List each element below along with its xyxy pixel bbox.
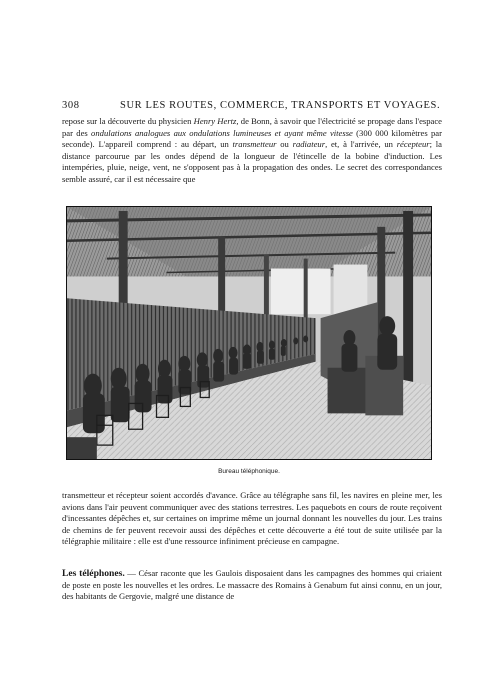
text-run: — César raconte que les Gaulois disposaient dans les campagnes des hommes qui criaient de poste en poste les nouvelles et les ordres. Le massacre des Romains à Genabum fut ainsi connu, en un jour, des habitants de Gergovie, malgré une distance de	[62, 568, 443, 602]
paragraph-wireless: transmetteur et récepteur soient accordés d'avance. Grâce au télégraphe sans fil, les navires en pleine mer, les avions dans l'air peuvent communiquer avec des stations terrestres. Les paquebots en cours de route reçoivent d'incessantes dépêches et, sur certaines on imprime même un journal donnant les nouvelles du jour. Les trains de chemins de fer peuvent recevoir aussi des dépêches et cette découverte a été tout de suite utilisée par la télégraphie militaire : elle est d'une ressource infiniment précieuse en campagne.	[62, 490, 442, 547]
text-run: repose sur la découverte du physicien	[62, 116, 194, 126]
text-run-italic: radiateur	[292, 139, 326, 150]
text-run: , et, à l'arrivée, un	[325, 139, 397, 150]
page-number: 308	[62, 100, 80, 111]
running-title: SUR LES ROUTES, COMMERCE, TRANSPORTS ET VOYAGES.	[120, 100, 441, 111]
text-run: , de Bonn, à savoir que l'électricité se propage dans l'espace par des	[62, 116, 442, 138]
figure-caption: Bureau téléphonique.	[218, 468, 280, 475]
text-run-italic: ondulations analogues aux ondulations lumineuses et ayant même vitesse	[91, 127, 353, 138]
text-run-italic: récepteur	[396, 139, 430, 150]
text-run-italic: Henry Hertz	[193, 116, 237, 126]
text-run: ; la distance parcourue par les ondes dépend de la longueur de l'étincelle de la bobine d'induction. Les intempéries, pluie, neige, vent, ne s'opposent pas à la propagation des ondes. Le secret des correspondances semble assuré, car il est nécessaire que	[62, 139, 442, 184]
paragraph-intro	[62, 116, 442, 185]
engraving-illustration	[67, 207, 431, 459]
text-run: (300 000 kilomètres par seconde). L'appareil comprend : au départ, un	[62, 127, 442, 150]
text-run-italic: transmetteur	[232, 139, 277, 150]
section-heading: Les téléphones.	[62, 568, 125, 579]
telephone-office-engraving	[66, 206, 432, 460]
paragraph-telephones	[62, 568, 442, 603]
text-run: ou	[276, 139, 293, 150]
